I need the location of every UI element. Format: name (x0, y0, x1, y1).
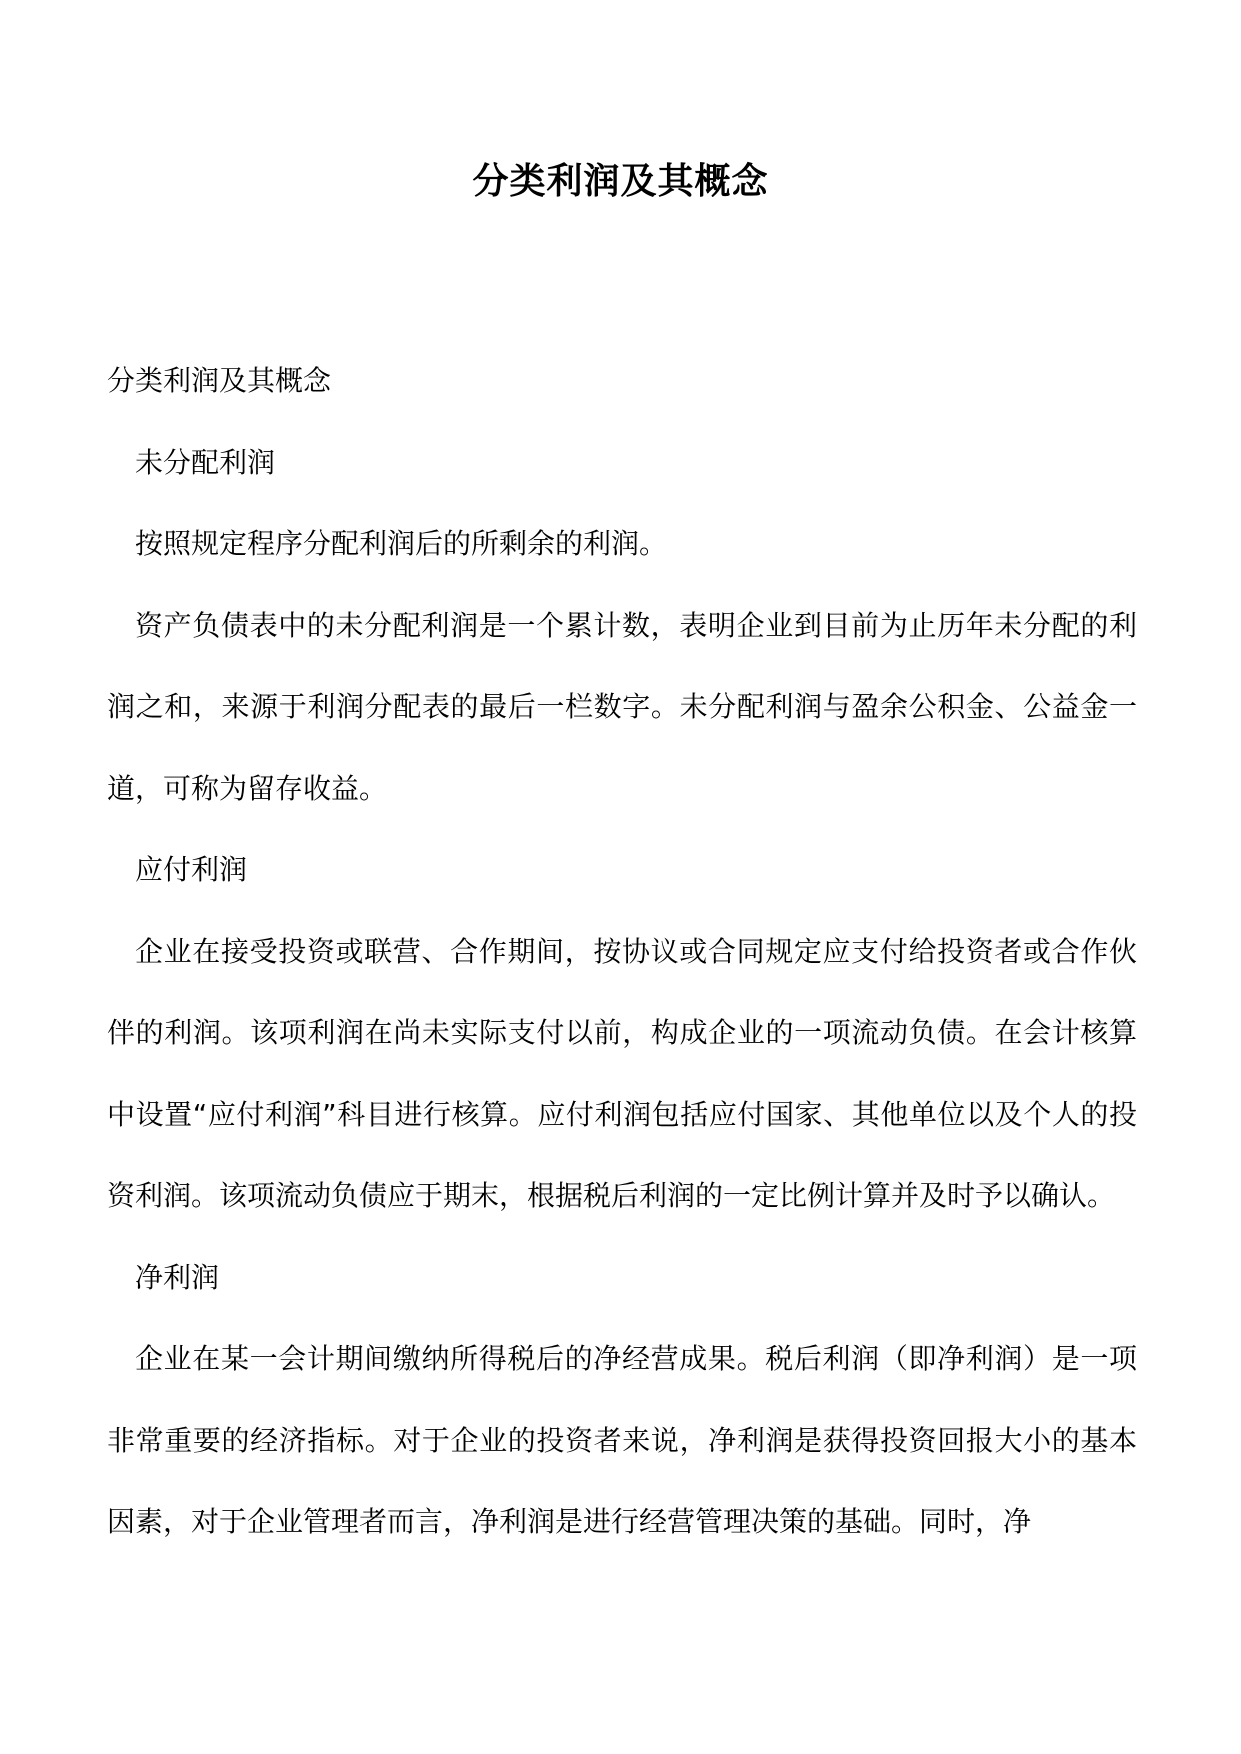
section-heading: 分类利润及其概念 (107, 364, 332, 397)
paragraph-undistributed-definition: 按照规定程序分配利润后的所剩余的利润。 (135, 527, 668, 560)
paragraph-undistributed-detail: 资产负债表中的未分配利润是一个累计数，表明企业到目前为止历年未分配的利润之和，来源于利润分配表的最后一栏数字。未分配利润与盈余公积金、公益金一道，可称为留存收益。 (107, 608, 1137, 805)
subheading-payable-profit: 应付利润 (135, 853, 248, 886)
paragraph-payable-profit: 企业在接受投资或联营、合作期间，按协议或合同规定应支付给投资者或合作伙伴的利润。该项利润在尚未实际支付以前，构成企业的一项流动负债。在会计核算中设置“应付利润”科目进行核算。应付利润包括应付国家、其他单位以及个人的投资利润。该项流动负债应于期末，根据税后利润的一定比例计算并及时予以确认。 (107, 934, 1137, 1212)
subheading-net-profit: 净利润 (135, 1260, 220, 1294)
paragraph-net-profit: 企业在某一会计期间缴纳所得税后的净经营成果。税后利润（即净利润）是一项非常重要的经济指标。对于企业的投资者来说，净利润是获得投资回报大小的基本因素，对于企业管理者而言，净利润是进行经营管理决策的基础。同时，净 (107, 1342, 1137, 1538)
document-title: 分类利润及其概念 (472, 161, 769, 202)
subheading-undistributed-profit: 未分配利润 (135, 445, 276, 479)
document-body (107, 340, 1137, 1563)
